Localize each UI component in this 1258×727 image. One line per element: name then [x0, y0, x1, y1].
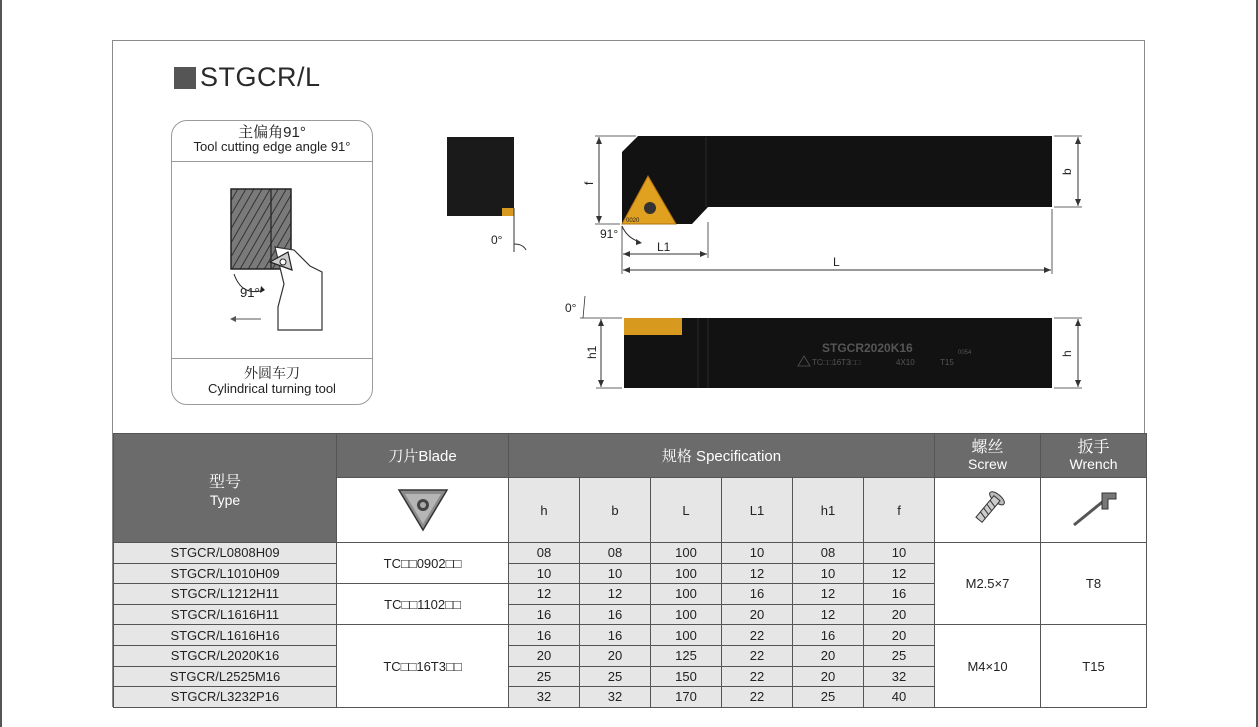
spec-cell: 32 — [580, 687, 651, 708]
spec-cell: 16 — [722, 584, 793, 605]
screw-cell: M4×10 — [935, 625, 1041, 707]
blade-cell: TC□□0902□□ — [337, 543, 509, 584]
spec-cell: 22 — [722, 625, 793, 646]
spec-col-L: L — [651, 478, 722, 543]
spec-cell: 125 — [651, 645, 722, 666]
spec-cell: 100 — [651, 563, 722, 584]
spec-cell: 20 — [722, 604, 793, 625]
type-cell: STGCR/L2020K16 — [114, 645, 337, 666]
spec-col-b: b — [580, 478, 651, 543]
spec-cell: 40 — [864, 687, 935, 708]
spec-cell: 22 — [722, 687, 793, 708]
type-cell: STGCR/L0808H09 — [114, 543, 337, 564]
type-header — [114, 434, 337, 543]
spec-cell: 16 — [509, 604, 580, 625]
angle-title-zh: 主偏角91° — [238, 124, 306, 141]
spec-cell: 20 — [580, 645, 651, 666]
side-angle: 0° — [565, 301, 577, 315]
spec-cell: 12 — [509, 584, 580, 605]
dim-b: b — [1060, 168, 1074, 175]
spec-cell: 20 — [793, 645, 864, 666]
triangle-insert-icon — [393, 484, 453, 534]
spec-col-L1: L1 — [722, 478, 793, 543]
spec-cell: 12 — [864, 563, 935, 584]
screw-header — [935, 434, 1041, 478]
wrench-header-zh: 扳手 — [1077, 438, 1110, 456]
spec-cell: 100 — [651, 584, 722, 605]
type-cell: STGCR/L1616H16 — [114, 625, 337, 646]
spec-cell: 25 — [864, 645, 935, 666]
screw-cell: M2.5×7 — [935, 543, 1041, 625]
blade-header: 刀片Blade — [337, 434, 509, 478]
spec-cell: 25 — [580, 666, 651, 687]
spec-cell: 22 — [722, 645, 793, 666]
screw-header-en: Screw — [968, 455, 1007, 472]
top-view — [582, 136, 1082, 274]
type-cell: STGCR/L1616H11 — [114, 604, 337, 625]
spec-cell: 150 — [651, 666, 722, 687]
wrench-image-cell — [1041, 478, 1147, 543]
angle-title-en: Tool cutting edge angle 91° — [193, 139, 351, 154]
top-angle: 91° — [600, 227, 619, 241]
spec-cell: 100 — [651, 604, 722, 625]
type-header-zh: 型号 — [208, 473, 241, 491]
wrench-header — [1041, 434, 1147, 478]
blade-image-cell — [337, 478, 509, 543]
spec-cell: 12 — [580, 584, 651, 605]
type-cell: STGCR/L2525M16 — [114, 666, 337, 687]
spec-col-h: h — [509, 478, 580, 543]
table-row — [114, 625, 1147, 646]
side-view — [565, 296, 1082, 388]
spec-cell: 08 — [793, 543, 864, 564]
blade-cell: TC□□1102□□ — [337, 584, 509, 625]
type-cell: STGCR/L1212H11 — [114, 584, 337, 605]
spec-cell: 08 — [580, 543, 651, 564]
spec-cell: 12 — [793, 584, 864, 605]
footer-zh: 外圆车刀 — [244, 365, 300, 381]
spec-cell: 10 — [864, 543, 935, 564]
spec-cell: 20 — [793, 666, 864, 687]
angle-label: 91° — [240, 285, 260, 300]
spec-cell: 16 — [580, 625, 651, 646]
end-view-angle: 0° — [491, 233, 503, 247]
spec-cell: 16 — [580, 604, 651, 625]
spec-col-h1: h1 — [793, 478, 864, 543]
dim-f: f — [582, 181, 596, 185]
spec-table — [113, 433, 1147, 708]
dim-L: L — [833, 255, 840, 269]
insert-mark: 0020 — [626, 218, 640, 224]
dim-L1: L1 — [657, 240, 671, 254]
wrench-icon — [1066, 487, 1122, 531]
end-view — [447, 137, 526, 252]
spec-cell: 16 — [793, 625, 864, 646]
footer-en: Cylindrical turning tool — [208, 381, 336, 396]
dim-h1: h1 — [585, 345, 599, 359]
blade-cell: TC□□16T3□□ — [337, 625, 509, 707]
screw-header-zh: 螺丝 — [971, 438, 1004, 456]
spec-cell: 10 — [509, 563, 580, 584]
spec-cell: 100 — [651, 543, 722, 564]
spec-cell: 08 — [509, 543, 580, 564]
wrench-cell: T8 — [1041, 543, 1147, 625]
spec-col-f: f — [864, 478, 935, 543]
type-cell: STGCR/L1010H09 — [114, 563, 337, 584]
engraving-model: STGCR2020K16 — [822, 341, 913, 355]
engraving-code: 0054 — [958, 350, 972, 356]
spec-cell: 32 — [509, 687, 580, 708]
table-row — [114, 543, 1147, 564]
spec-cell: 16 — [864, 584, 935, 605]
spec-cell: 32 — [864, 666, 935, 687]
engraving-key: 4X10 — [896, 358, 915, 367]
spec-cell: 10 — [793, 563, 864, 584]
spec-header: 规格 Specification — [509, 434, 935, 478]
spec-cell: 20 — [864, 625, 935, 646]
spec-cell: 10 — [722, 543, 793, 564]
spec-cell: 10 — [580, 563, 651, 584]
spec-cell: 20 — [509, 645, 580, 666]
screw-image-cell — [935, 478, 1041, 543]
spec-cell: 20 — [864, 604, 935, 625]
dim-h: h — [1060, 350, 1074, 357]
engraving-insert: TC□□16T3□□ — [812, 358, 861, 367]
wrench-header-en: Wrench — [1069, 455, 1118, 472]
side-insert — [624, 318, 682, 335]
screw-icon — [963, 487, 1013, 531]
spec-cell: 12 — [722, 563, 793, 584]
type-cell: STGCR/L3232P16 — [114, 687, 337, 708]
type-header-en: Type — [209, 491, 241, 508]
spec-cell: 16 — [509, 625, 580, 646]
wrench-cell: T15 — [1041, 625, 1147, 707]
spec-cell: 12 — [793, 604, 864, 625]
spec-cell: 100 — [651, 625, 722, 646]
spec-cell: 25 — [509, 666, 580, 687]
title-text: STGCR/L — [200, 62, 321, 92]
spec-cell: 170 — [651, 687, 722, 708]
holder-top-body — [622, 136, 1052, 224]
engraving-wrench: T15 — [940, 358, 954, 367]
spec-cell: 22 — [722, 666, 793, 687]
spec-cell: 25 — [793, 687, 864, 708]
